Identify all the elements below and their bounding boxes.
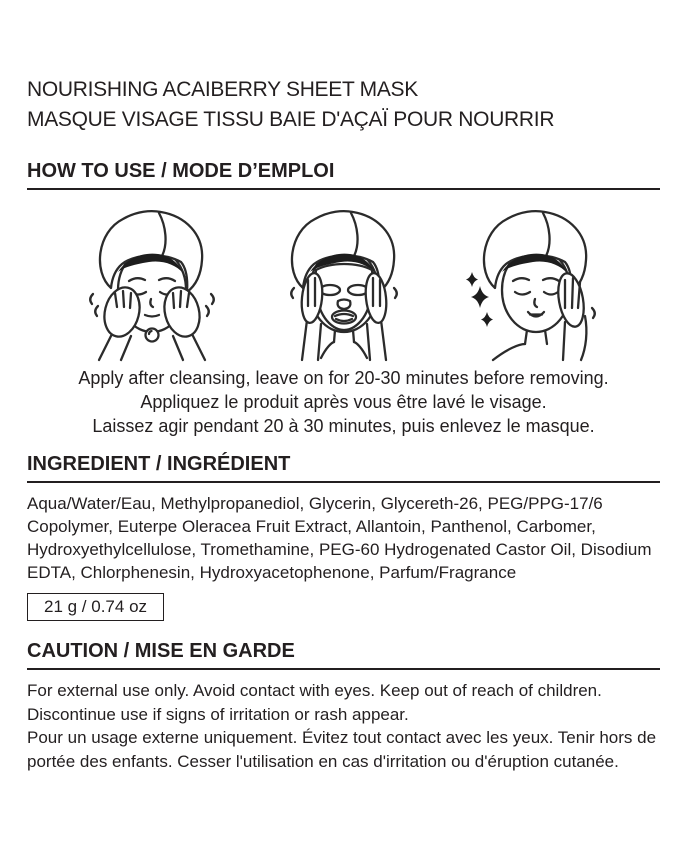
- product-title: [27, 75, 660, 135]
- apply-sheet-mask-illustration: [255, 202, 433, 362]
- ingredient-list: Aqua/Water/Eau, Methylpropanediol, Glycerin, Glycereth-26, PEG/PPG-17/6 Copolymer, Euterpe Oleracea Fruit Extract, Allantoin, Panthenol, Carbomer, Hydroxyethylcellulose, Tromethamine, PEG-60 Hydrogenated Castor Oil, Disodium EDTA, Chlorphenesin, Hydroxyacetophenone, Parfum/Fragrance: [27, 494, 652, 582]
- how-to-use-heading: HOW TO USE / MODE D’EMPLOI: [27, 159, 660, 190]
- caution-text: [27, 679, 660, 773]
- instruction-line-en: Apply after cleansing, leave on for 20-30 minutes before removing.: [78, 368, 609, 388]
- caution-text-en: For external use only. Avoid contact with eyes. Keep out of reach of children. Discontinue use if signs of irritation or rash appear.: [27, 681, 602, 724]
- instruction-line-fr-1: Appliquez le produit après vous être lavé le visage.: [140, 392, 547, 412]
- caution-heading: CAUTION / MISE EN GARDE: [27, 639, 660, 670]
- cleansing-face-illustration: [63, 202, 241, 362]
- net-weight-box: 21 g / 0.74 oz: [27, 593, 164, 621]
- caution-text-fr: Pour un usage externe uniquement. Évitez tout contact avec les yeux. Tenir hors de portée des enfants. Cesser l'utilisation en cas d'irritation ou d'éruption cutanée.: [27, 728, 657, 771]
- product-title-en: NOURISHING ACAIBERRY SHEET MASK: [27, 78, 418, 101]
- how-to-use-illustrations: [27, 202, 660, 362]
- ingredient-heading: INGREDIENT / INGRÉDIENT: [27, 452, 660, 483]
- usage-instructions: [27, 366, 660, 438]
- product-title-fr: MASQUE VISAGE TISSU BAIE D'AÇAÏ POUR NOURRIR: [27, 108, 555, 131]
- glowing-skin-illustration: [447, 202, 625, 362]
- instruction-line-fr-2: Laissez agir pendant 20 à 30 minutes, puis enlevez le masque.: [92, 416, 595, 436]
